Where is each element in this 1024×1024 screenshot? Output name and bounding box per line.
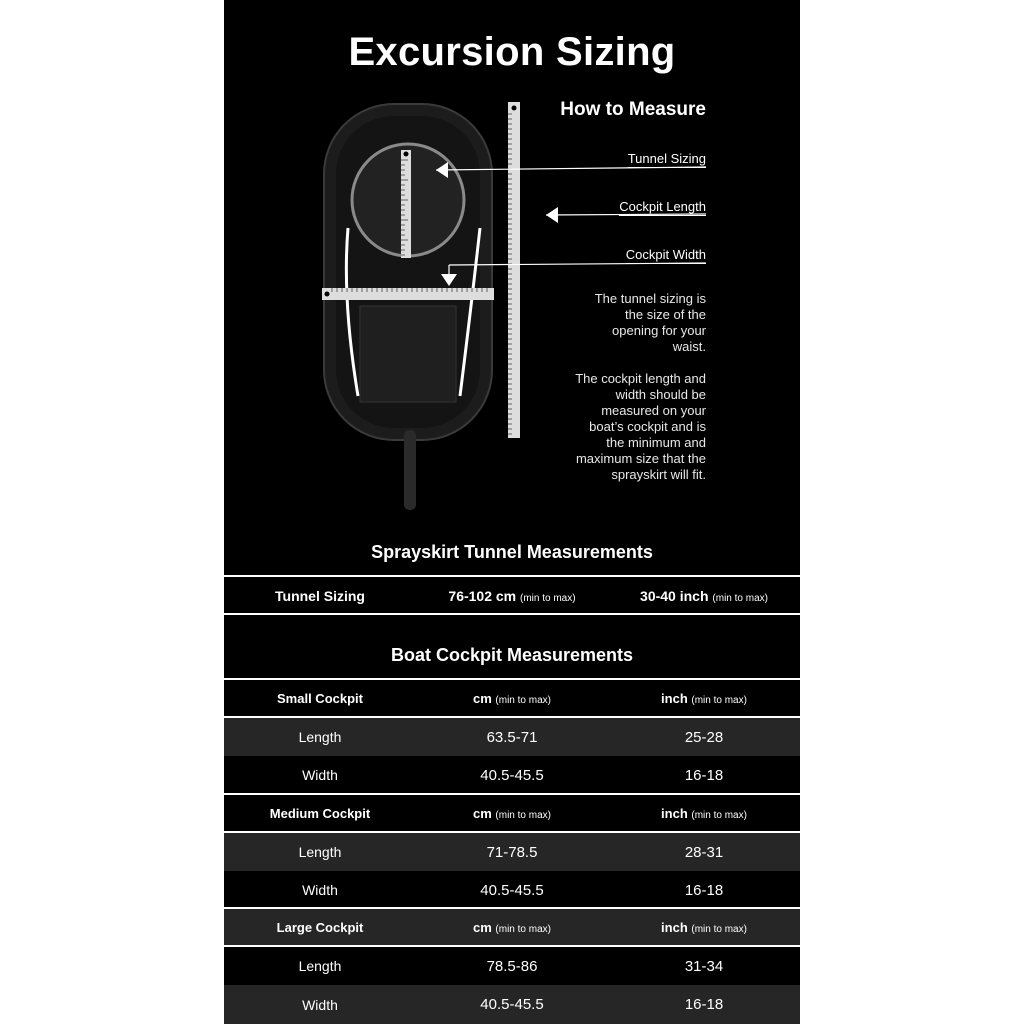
table-row [224, 985, 800, 1024]
cockpit-section-heading: Boat Cockpit Measurements [390, 645, 634, 665]
ruler-pin [325, 292, 330, 297]
ruler-pin [512, 106, 517, 111]
inch-head-note: (min to max) [691, 923, 747, 935]
inch-header [608, 691, 800, 706]
row-cm-value: 63.5-71 [486, 728, 538, 746]
cm-header [416, 806, 608, 821]
table-row [224, 756, 800, 794]
table-row [224, 833, 800, 871]
cm-head-note: (min to max) [495, 809, 551, 821]
tunnel-sizing-label-cell: Tunnel Sizing [275, 588, 365, 604]
inch-head-text: inch [661, 690, 688, 706]
row-inch-value: 16-18 [684, 881, 724, 899]
how-to-measure-heading: How to Measure [560, 99, 706, 120]
tunnel-section-heading: Sprayskirt Tunnel Measurements [371, 542, 653, 562]
table-row [224, 871, 800, 909]
row-inch-value: 28-31 [684, 843, 724, 861]
tunnel-description: The tunnel sizing is the size of the opening for your waist. [594, 291, 706, 354]
tunnel-cm-note: (min to max) [520, 593, 576, 604]
tunnel-inch-cell [608, 588, 800, 604]
row-label: Length [298, 844, 342, 860]
row-cm-value: 40.5-45.5 [480, 881, 544, 899]
medium-cockpit-name: Medium Cockpit [269, 805, 371, 821]
row-inch-value: 31-34 [684, 957, 724, 975]
cockpit-description: The cockpit length and width should be measured on your boat’s cockpit and is the minimum and maximum size that the sprayskirt will fit. [575, 371, 706, 482]
row-label: Length [298, 958, 342, 974]
sizing-panel [224, 0, 800, 1024]
tunnel-ruler [401, 150, 411, 258]
tunnel-cm-cell [416, 588, 608, 604]
row-cm-value: 71-78.5 [486, 843, 538, 861]
small-cockpit-name: Small Cockpit [277, 690, 363, 706]
ruler-pin [404, 152, 409, 157]
inch-header [608, 920, 800, 935]
row-inch-value: 16-18 [684, 766, 724, 784]
length-ruler [508, 102, 520, 438]
table-row [224, 947, 800, 985]
row-cm-value: 78.5-86 [486, 957, 538, 975]
cm-head-note: (min to max) [495, 694, 551, 706]
row-cm-value: 40.5-45.5 [480, 766, 544, 784]
tunnel-sizing-row [224, 578, 800, 614]
inch-head-note: (min to max) [691, 694, 747, 706]
cm-head-text: cm [473, 919, 492, 935]
inch-header [608, 806, 800, 821]
medium-cockpit-header-row [224, 795, 800, 831]
width-ruler [322, 288, 494, 300]
row-cm-value: 40.5-45.5 [480, 996, 544, 1013]
inch-head-text: inch [661, 919, 688, 935]
large-cockpit-name: Large Cockpit [276, 919, 364, 935]
cm-header [416, 920, 608, 935]
sprayskirt-diagram [224, 0, 800, 540]
inch-head-text: inch [661, 805, 688, 821]
divider [224, 575, 800, 577]
tunnel-inch-value: 30-40 inch [640, 588, 709, 604]
cockpit-width-label: Cockpit Width [625, 247, 706, 262]
cockpit-length-label: Cockpit Length [619, 199, 706, 214]
cm-head-text: cm [473, 805, 492, 821]
cm-head-text: cm [473, 690, 492, 706]
table-row [224, 718, 800, 756]
tunnel-inch-note: (min to max) [712, 593, 768, 604]
inch-head-note: (min to max) [691, 809, 747, 821]
divider [224, 613, 800, 615]
cm-head-note: (min to max) [495, 923, 551, 935]
tunnel-cm-value: 76-102 cm [448, 588, 517, 604]
row-inch-value: 16-18 [684, 996, 724, 1013]
row-label: Length [298, 729, 342, 745]
row-label: Width [302, 767, 338, 783]
small-cockpit-header-row [224, 680, 800, 716]
row-inch-value: 25-28 [684, 728, 724, 746]
row-label: Width [302, 882, 338, 898]
row-label: Width [302, 996, 338, 1013]
mesh-pocket [360, 306, 456, 402]
tunnel-sizing-label: Tunnel Sizing [627, 151, 706, 166]
cm-header [416, 691, 608, 706]
page-title: Excursion Sizing [348, 30, 676, 74]
grab-loop [404, 430, 416, 510]
large-cockpit-header-row [224, 909, 800, 945]
length-arrowhead [546, 207, 558, 223]
